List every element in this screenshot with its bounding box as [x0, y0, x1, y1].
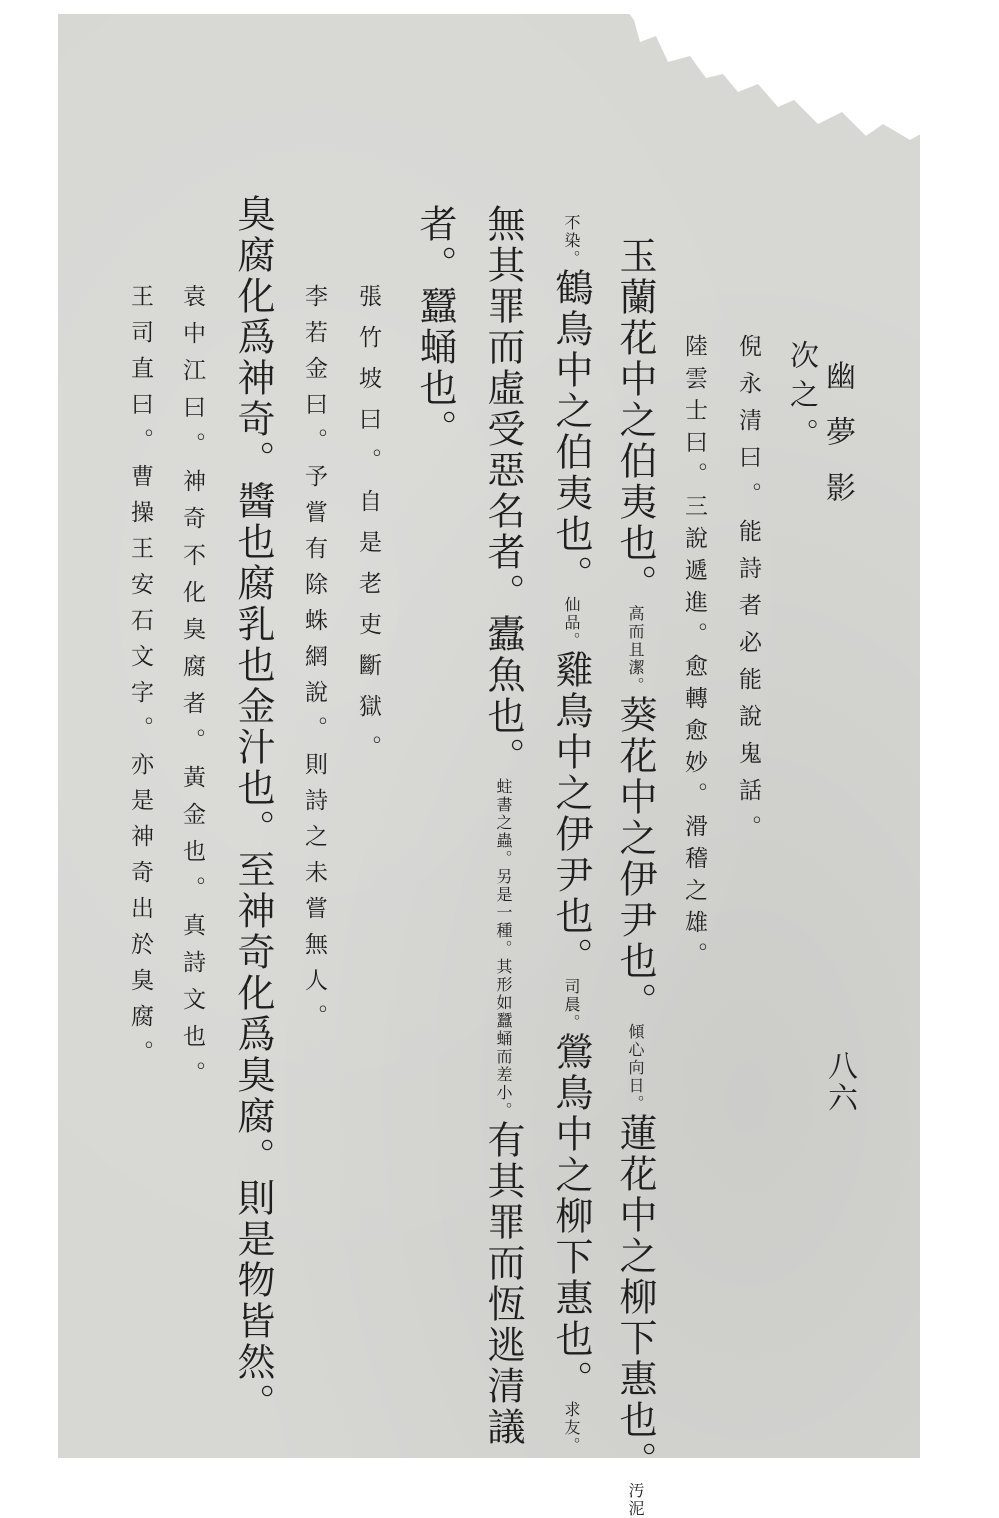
text-column-1: 次之。 — [786, 340, 820, 457]
torn-corner-graphic — [628, 12, 928, 142]
annotation-note: 傾心向日。 — [626, 1023, 645, 1113]
text-column-6 — [481, 204, 525, 1448]
text-column-7: 者。蠶蛹也。 — [413, 204, 457, 450]
main-text: 有其罪而恆逃清議 — [481, 1120, 525, 1448]
main-text: 鶴鳥中之伯夷也。 — [549, 268, 593, 596]
annotation-note: 高而且潔。 — [626, 605, 645, 695]
main-text: 鶯鳥中之柳下惠也。 — [549, 1032, 593, 1401]
text-column-4 — [613, 236, 657, 1518]
main-text: 雞鳥中之伊尹也。 — [549, 650, 593, 978]
text-column-9: 李若金曰。予嘗有除蛛網說。則詩之未嘗無人。 — [301, 284, 327, 1040]
running-title: 幽夢影 — [820, 360, 855, 528]
annotation-note: 蛀書之蟲。另是一種。其形如蠶蛹而差小。 — [494, 778, 513, 1120]
text-column-5 — [549, 214, 593, 1455]
main-text: 無其罪而虛受惡名者。蠹魚也。 — [481, 204, 525, 778]
annotation-note: 司晨。 — [562, 978, 581, 1032]
text-column-10: 臭腐化爲神奇。醬也腐乳也金汁也。至神奇化爲臭腐。則是物皆然。 — [231, 194, 275, 1424]
text-column-2: 倪永清曰。能詩者必能說鬼話。 — [735, 334, 761, 852]
text-column-12: 王司直曰。曹操王安石文字。亦是神奇出於臭腐。 — [127, 284, 153, 1076]
text-column-11: 袁中江曰。神奇不化臭腐者。黃金也。真詩文也。 — [179, 284, 205, 1098]
text-column-3: 陸雲士曰。三說遞進。愈轉愈妙。滑稽之雄。 — [681, 334, 707, 974]
scanned-page — [58, 14, 920, 1518]
annotation-note: 不染。 — [562, 214, 581, 268]
text-column-8: 張竹坡曰。自是老吏斷獄。 — [355, 284, 381, 776]
main-text: 蓮花中之柳下惠也。 — [613, 1113, 657, 1482]
main-text: 葵花中之伊尹也。 — [613, 695, 657, 1023]
annotation-note: 求友。 — [562, 1401, 581, 1455]
annotation-note: 仙品。 — [562, 596, 581, 650]
page-number: 八六 — [822, 1050, 857, 1114]
main-text: 玉蘭花中之伯夷也。 — [613, 236, 657, 605]
annotation-note: 汚泥 — [626, 1482, 645, 1518]
